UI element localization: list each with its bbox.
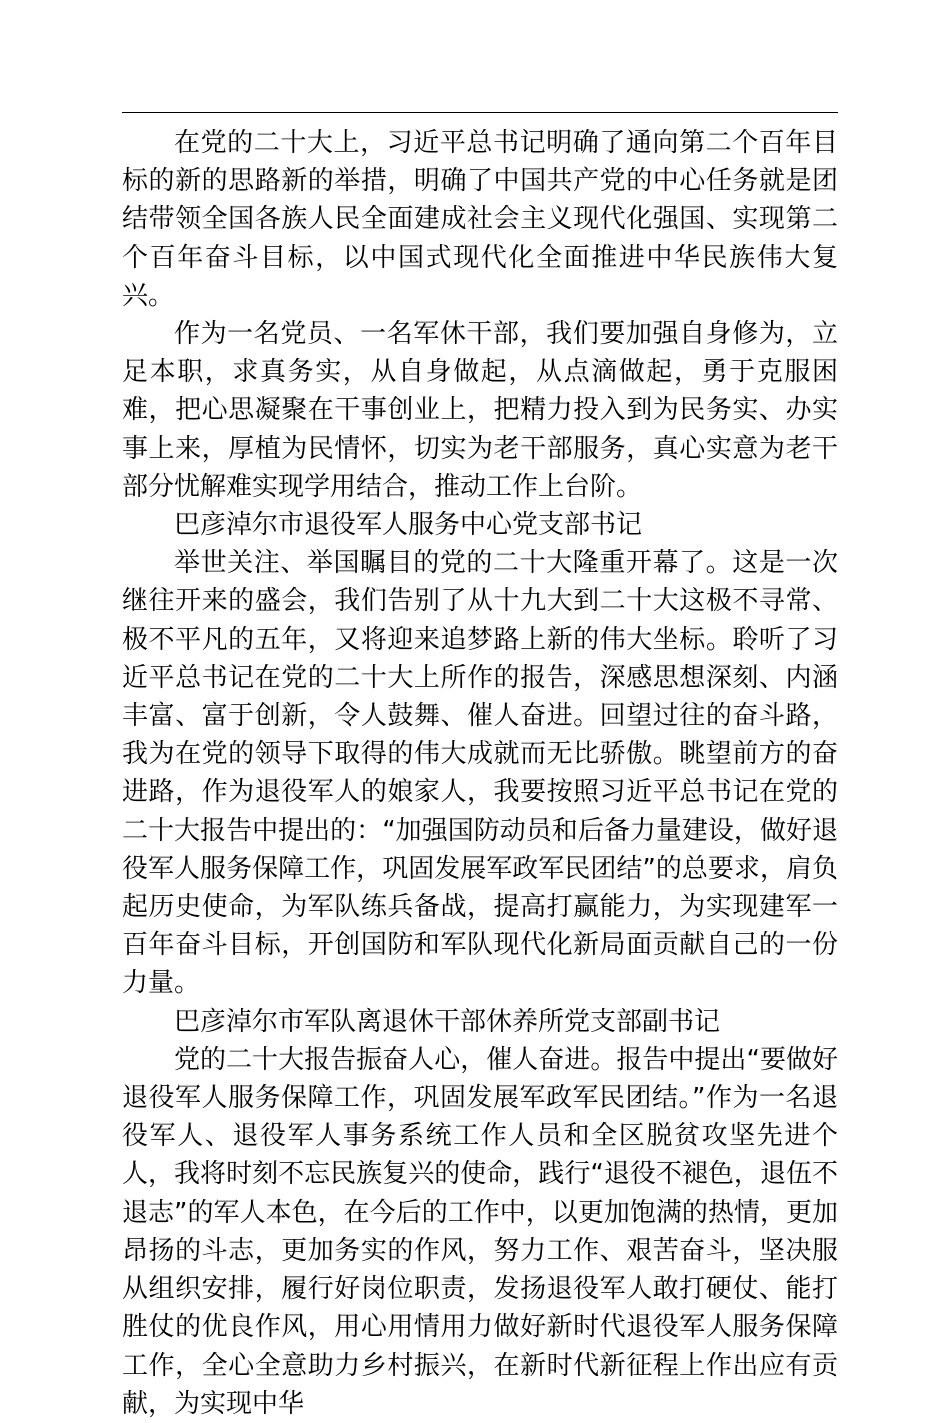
- author-title-service-center: 巴彦淖尔市退役军人服务中心党支部书记: [174, 510, 643, 541]
- document-body: [122, 124, 838, 1423]
- author-title-retirement-office: 巴彦淖尔市军队离退休干部休养所党支部副书记: [174, 1006, 721, 1037]
- paragraph-party-congress-goals: 在党的二十大上，习近平总书记明确了通向第二个百年目标的新的思路新的举措，明确了中国共产党的中心任务就是团结带领全国各族人民全面建成社会主义现代化强国、实现第二个百年奋斗目标，以中国式现代化全面推进中华民族伟大复兴。: [122, 128, 838, 311]
- header-rule: [122, 112, 838, 113]
- paragraph-party-member-duty: 作为一名党员、一名军休干部，我们要加强自身修为，立足本职，求真务实，从自身做起，从点滴做起，勇于克服困难，把心思凝聚在干事创业上，把精力投入到为民务实、办实事上来，厚植为民情怀，切实为老干部服务，真心实意为老干部分忧解难实现学用结合，推动工作上台阶。: [122, 319, 838, 502]
- paragraph-congress-opening: 举世关注、举国瞩目的党的二十大隆重开幕了。这是一次继往开来的盛会，我们告别了从十九大到二十大这极不寻常、极不平凡的五年，又将迎来追梦路上新的伟大坐标。聆听了习近平总书记在党的二十大上所作的报告，深感思想深刻、内涵丰富、富于创新，令人鼓舞、催人奋进。回望过往的奋斗路，我为在党的领导下取得的伟大成就而无比骄傲。眺望前方的奋进路，作为退役军人的娘家人，我要按照习近平总书记在党的二十大报告中提出的：“加强国防动员和后备力量建设，做好退役军人服务保障工作，巩固发展军政军民团结”的总要求，肩负起历史使命，为军队练兵备战，提高打赢能力，为实现建军一百年奋斗目标，开创国防和军队现代化新局面贡献自己的一份力量。: [122, 548, 838, 999]
- paragraph-veteran-service: 党的二十大报告振奋人心，催人奋进。报告中提出“要做好退役军人服务保障工作，巩固发展军政军民团结。”作为一名退役军人、退役军人事务系统工作人员和全区脱贫攻坚先进个人，我将时刻不忘民族复兴的使命，践行“退役不褪色，退伍不退志”的军人本色，在今后的工作中，以更加饱满的热情，更加昂扬的斗志，更加务实的作风，努力工作、艰苦奋斗，坚决服从组织安排，履行好岗位职责，发扬退役军人敢打硬仗、能打胜仗的优良作风，用心用情用力做好新时代退役军人服务保障工作，全心全意助力乡村振兴，在新时代新征程上作出应有贡献，为实现中华: [122, 1044, 838, 1419]
